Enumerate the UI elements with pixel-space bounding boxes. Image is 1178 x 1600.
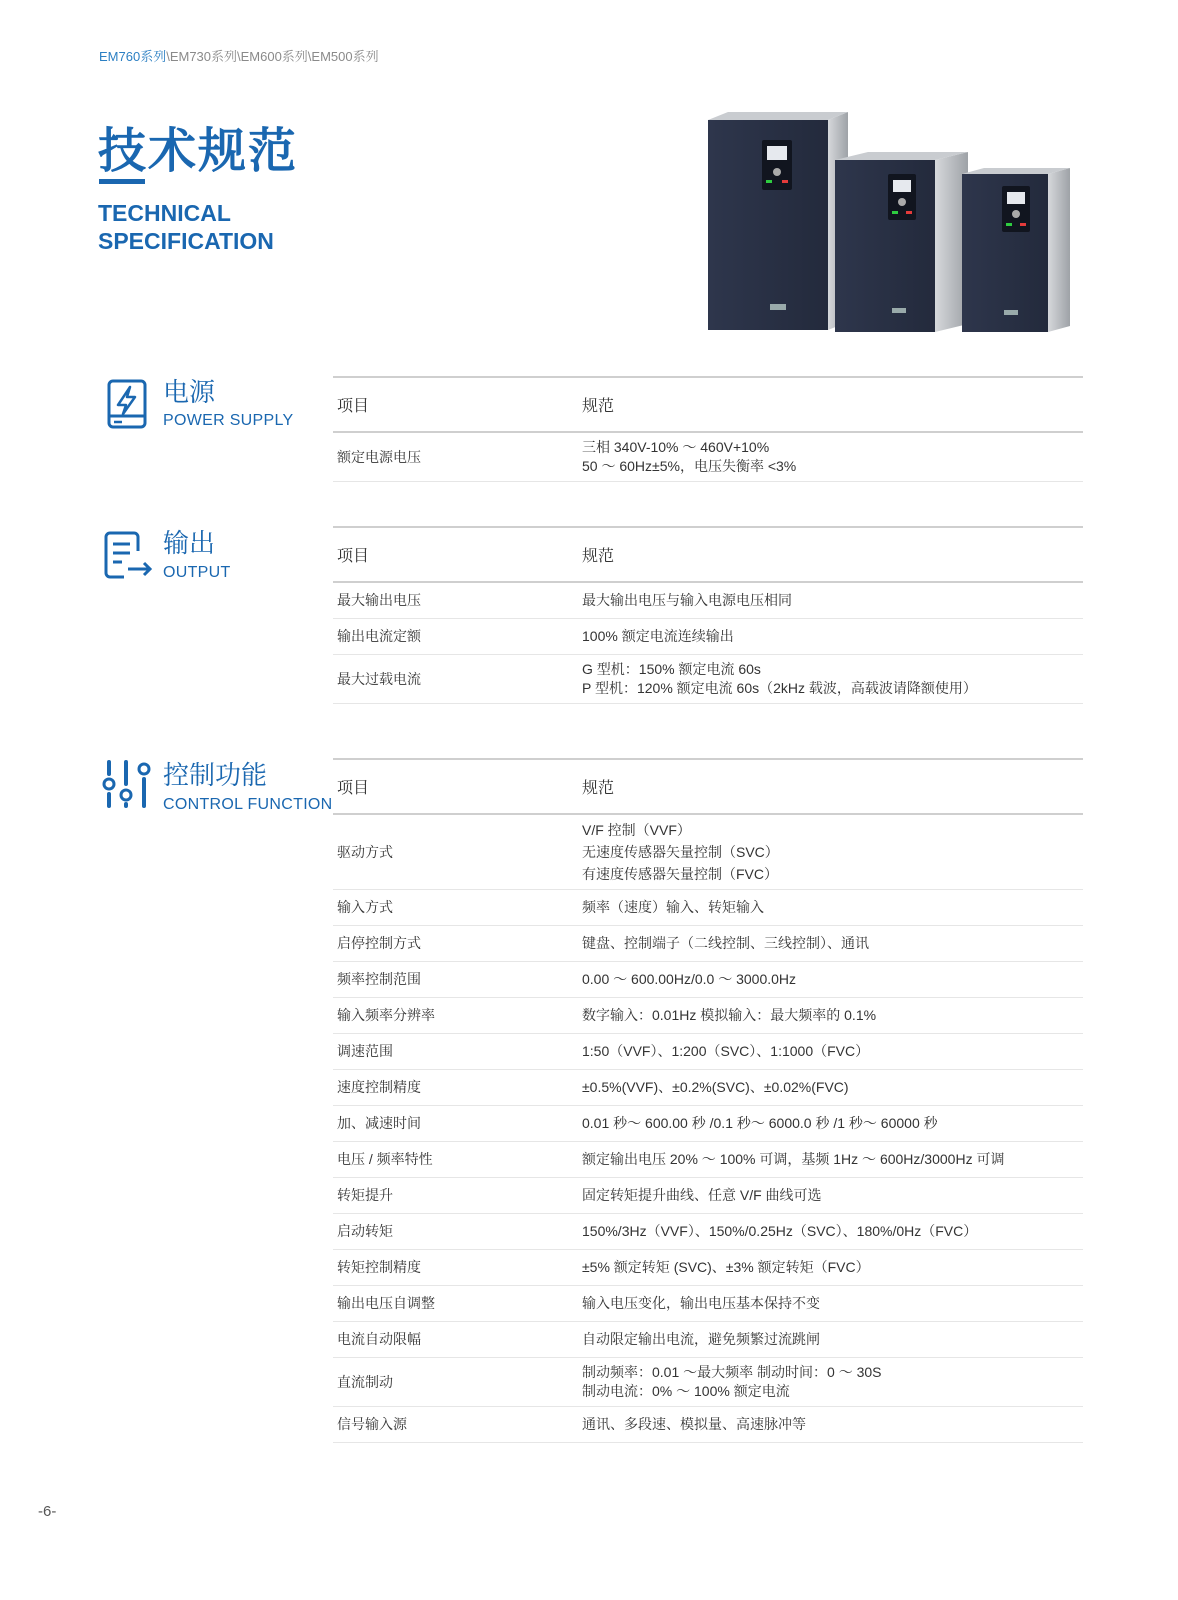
- row-spec: 键盘、控制端子（二线控制、三线控制）、通讯: [578, 926, 1083, 962]
- table-row: [333, 1034, 1083, 1070]
- table-header-row: [333, 759, 1083, 814]
- row-item: 输入频率分辨率: [333, 998, 578, 1034]
- row-spec: 1:50（VVF）、1:200（SVC）、1:1000（FVC）: [578, 1034, 1083, 1070]
- row-item: 启动转矩: [333, 1214, 578, 1250]
- drive-unit-medium: [835, 152, 968, 332]
- row-item: 输入方式: [333, 890, 578, 926]
- header-spec: 规范: [578, 377, 1083, 432]
- row-item: 驱动方式: [333, 814, 578, 890]
- table-row: [333, 582, 1083, 619]
- header-spec: 规范: [578, 759, 1083, 814]
- table-row: [333, 1106, 1083, 1142]
- breadcrumb-rest[interactable]: \EM730系列\EM600系列\EM500系列: [166, 49, 379, 64]
- power-supply-icon: [104, 378, 150, 432]
- row-spec: 制动频率：0.01 ～最大频率 制动时间：0 ～ 30S 制动电流：0% ～ 100% 额定电流: [578, 1358, 1083, 1407]
- table-row: [333, 1322, 1083, 1358]
- row-item: 转矩控制精度: [333, 1250, 578, 1286]
- breadcrumb: [99, 46, 379, 65]
- row-item: 电流自动限幅: [333, 1322, 578, 1358]
- row-spec: V/F 控制（VVF） 无速度传感器矢量控制（SVC） 有速度传感器矢量控制（FVC）: [578, 814, 1083, 890]
- output-document-icon: [102, 529, 154, 581]
- row-item: 直流制动: [333, 1358, 578, 1407]
- header-item: 项目: [333, 759, 578, 814]
- page-title: 技术规范: [98, 125, 299, 178]
- title-underline: [99, 179, 145, 184]
- row-spec: 三相 340V-10% ～ 460V+10% 50 ～ 60Hz±5%，电压失衡率 <3%: [578, 432, 1083, 482]
- table-row: [333, 1407, 1083, 1443]
- table-header-row: [333, 377, 1083, 432]
- table-row: [333, 1178, 1083, 1214]
- row-spec: 150%/3Hz（VVF）、150%/0.25Hz（SVC）、180%/0Hz（FVC）: [578, 1214, 1083, 1250]
- table-row: [333, 1358, 1083, 1407]
- table-row: [333, 890, 1083, 926]
- row-spec: 最大输出电压与输入电源电压相同: [578, 582, 1083, 619]
- row-item: 最大输出电压: [333, 582, 578, 619]
- row-spec: 0.00 ～ 600.00Hz/0.0 ～ 3000.0Hz: [578, 962, 1083, 998]
- row-item: 最大过载电流: [333, 655, 578, 704]
- row-spec: 频率（速度）输入、转矩输入: [578, 890, 1083, 926]
- row-item: 加、减速时间: [333, 1106, 578, 1142]
- row-spec: G 型机：150% 额定电流 60s P 型机：120% 额定电流 60s（2kHz 载波，高载波请降额使用）: [578, 655, 1083, 704]
- control-function-table: [333, 758, 1083, 1443]
- header-spec: 规范: [578, 527, 1083, 582]
- row-item: 输出电流定额: [333, 619, 578, 655]
- row-item: 电压 / 频率特性: [333, 1142, 578, 1178]
- row-spec: 自动限定输出电流，避免频繁过流跳闸: [578, 1322, 1083, 1358]
- output-section-title: 输出: [163, 528, 216, 558]
- row-item: 额定电源电压: [333, 432, 578, 482]
- subtitle-line-2: SPECIFICATION: [98, 228, 274, 254]
- table-row: [333, 619, 1083, 655]
- header-item: 项目: [333, 527, 578, 582]
- table-row: [333, 926, 1083, 962]
- product-image: [700, 108, 1080, 344]
- output-table: [333, 526, 1083, 704]
- power-section-subtitle: POWER SUPPLY: [163, 412, 294, 429]
- row-item: 启停控制方式: [333, 926, 578, 962]
- row-item: 转矩提升: [333, 1178, 578, 1214]
- table-header-row: [333, 527, 1083, 582]
- page-number: -6-: [38, 1503, 57, 1520]
- row-spec: 额定输出电压 20% ～ 100% 可调，基频 1Hz ～ 600Hz/3000Hz 可调: [578, 1142, 1083, 1178]
- row-spec: ±5% 额定转矩 (SVC)、±3% 额定转矩（FVC）: [578, 1250, 1083, 1286]
- sliders-icon: [102, 758, 154, 810]
- table-row: [333, 998, 1083, 1034]
- breadcrumb-current[interactable]: EM760系列: [99, 49, 167, 64]
- table-row: [333, 1214, 1083, 1250]
- header-item: 项目: [333, 377, 578, 432]
- row-spec: 0.01 秒～ 600.00 秒 /0.1 秒～ 6000.0 秒 /1 秒～ 60000 秒: [578, 1106, 1083, 1142]
- row-item: 调速范围: [333, 1034, 578, 1070]
- row-item: 信号输入源: [333, 1407, 578, 1443]
- table-row: [333, 1142, 1083, 1178]
- table-row: [333, 432, 1083, 482]
- row-spec: 输入电压变化，输出电压基本保持不变: [578, 1286, 1083, 1322]
- row-item: 频率控制范围: [333, 962, 578, 998]
- output-section-subtitle: OUTPUT: [163, 564, 231, 581]
- table-row: [333, 1286, 1083, 1322]
- table-row: [333, 814, 1083, 890]
- page-subtitle: [98, 199, 274, 255]
- table-row: [333, 1250, 1083, 1286]
- row-spec: 固定转矩提升曲线、任意 V/F 曲线可选: [578, 1178, 1083, 1214]
- row-spec: 100% 额定电流连续输出: [578, 619, 1083, 655]
- subtitle-line-1: TECHNICAL: [98, 200, 231, 226]
- table-row: [333, 962, 1083, 998]
- table-row: [333, 1070, 1083, 1106]
- row-spec: 数字输入：0.01Hz 模拟输入：最大频率的 0.1%: [578, 998, 1083, 1034]
- power-section-title: 电源: [163, 377, 216, 407]
- control-section-title: 控制功能: [163, 760, 268, 790]
- row-spec: ±0.5%(VVF)、±0.2%(SVC)、±0.02%(FVC): [578, 1070, 1083, 1106]
- drive-unit-small: [962, 168, 1070, 332]
- control-section-subtitle: CONTROL FUNCTION: [163, 796, 333, 813]
- row-item: 输出电压自调整: [333, 1286, 578, 1322]
- table-row: [333, 655, 1083, 704]
- drive-unit-large: [708, 112, 848, 330]
- row-item: 速度控制精度: [333, 1070, 578, 1106]
- row-spec: 通讯、多段速、模拟量、高速脉冲等: [578, 1407, 1083, 1443]
- power-supply-table: [333, 376, 1083, 482]
